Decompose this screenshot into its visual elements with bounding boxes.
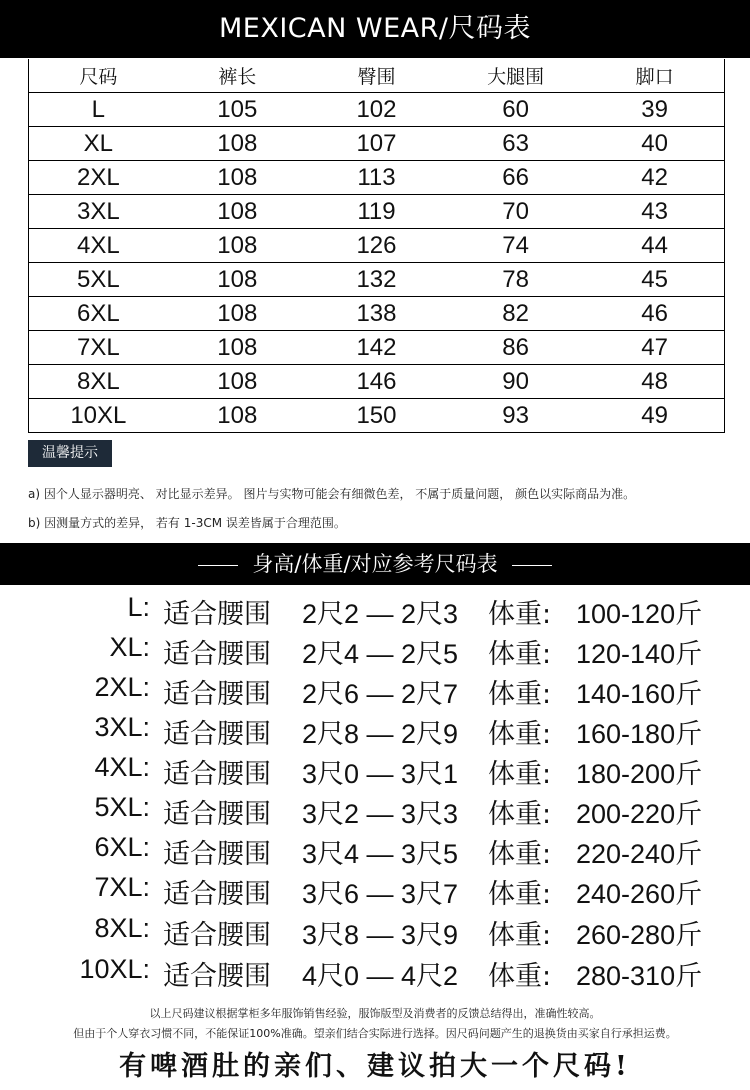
- waist-range: 2尺6 — 2尺7: [302, 679, 459, 709]
- column-header: 裤长: [168, 59, 307, 93]
- reference-row: [0, 752, 750, 792]
- table-cell: 63: [446, 127, 585, 161]
- reference-row: [0, 954, 750, 994]
- page-title: MEXICAN WEAR/尺码表: [218, 13, 531, 44]
- table-cell: 60: [446, 93, 585, 127]
- table-cell: 107: [307, 127, 446, 161]
- column-header: 臀围: [307, 59, 446, 93]
- fit-label: 适合腰围: [163, 759, 271, 790]
- table-cell: 142: [307, 331, 446, 365]
- footer-note-2: 但由于个人穿衣习惯不同，不能保证100%准确。望亲们结合实际进行选择。因尺码问题产生的退换货由买家自行承担运费。: [73, 1027, 677, 1040]
- table-cell: 108: [168, 297, 307, 331]
- table-cell: 2XL: [29, 161, 168, 195]
- table-cell: 3XL: [29, 195, 168, 229]
- weight-range: 220-240斤: [576, 839, 703, 869]
- reference-row: [0, 832, 750, 872]
- waist-range: 2尺2 — 2尺3: [302, 599, 459, 629]
- table-cell: 7XL: [29, 331, 168, 365]
- weight-label: 体重:: [488, 879, 552, 910]
- waist-range: 3尺6 — 3尺7: [302, 879, 459, 909]
- fit-label: 适合腰围: [163, 639, 271, 670]
- table-row: [29, 297, 725, 331]
- weight-label: 体重:: [488, 799, 552, 830]
- reference-row: [0, 632, 750, 672]
- table-cell: 102: [307, 93, 446, 127]
- weight-range: 280-310斤: [576, 961, 703, 991]
- size-label: 4XL:: [94, 752, 150, 782]
- table-cell: 108: [168, 263, 307, 297]
- table-cell: 108: [168, 331, 307, 365]
- table-row: [29, 399, 725, 433]
- weight-label: 体重:: [488, 639, 552, 670]
- table-header-row: [29, 59, 725, 93]
- size-chart-table: [28, 59, 725, 433]
- table-cell: 90: [446, 365, 585, 399]
- size-label: 5XL:: [94, 792, 150, 822]
- table-cell: 42: [585, 161, 724, 195]
- column-header: 尺码: [29, 59, 168, 93]
- table-cell: 108: [168, 161, 307, 195]
- fit-label: 适合腰围: [163, 719, 271, 750]
- note-display-difference: a) 因个人显示器明亮、 对比显示差异。 图片与实物可能会有细微色差， 不属于质量问题， 颜色以实际商品为准。: [28, 487, 636, 501]
- weight-range: 240-260斤: [576, 879, 703, 909]
- table-cell: 43: [585, 195, 724, 229]
- table-cell: 108: [168, 127, 307, 161]
- table-cell: 138: [307, 297, 446, 331]
- page-title-banner: [0, 0, 750, 58]
- fit-label: 适合腰围: [163, 599, 271, 630]
- table-cell: 5XL: [29, 263, 168, 297]
- size-label: 10XL:: [79, 954, 150, 984]
- weight-label: 体重:: [488, 599, 552, 630]
- size-label: 8XL:: [94, 913, 150, 943]
- weight-range: 140-160斤: [576, 679, 703, 709]
- table-cell: 70: [446, 195, 585, 229]
- table-cell: 45: [585, 263, 724, 297]
- reference-row: [0, 672, 750, 712]
- waist-range: 2尺8 — 2尺9: [302, 719, 459, 749]
- column-header: 大腿围: [446, 59, 585, 93]
- table-cell: 86: [446, 331, 585, 365]
- table-row: [29, 127, 725, 161]
- table-cell: 39: [585, 93, 724, 127]
- weight-label: 体重:: [488, 920, 552, 951]
- fit-label: 适合腰围: [163, 679, 271, 710]
- column-header: 脚口: [585, 59, 724, 93]
- reference-title-banner: [0, 543, 750, 585]
- table-cell: XL: [29, 127, 168, 161]
- size-label: 3XL:: [94, 712, 150, 742]
- weight-label: 体重:: [488, 961, 552, 992]
- fit-label: 适合腰围: [163, 879, 271, 910]
- reference-title: 身高/体重/对应参考尺码表: [252, 552, 498, 576]
- note-measurement-tolerance: b) 因测量方式的差异， 若有 1-3CM 误差皆属于合理范围。: [28, 516, 346, 530]
- table-row: [29, 161, 725, 195]
- weight-label: 体重:: [488, 839, 552, 870]
- table-row: [29, 331, 725, 365]
- weight-range: 260-280斤: [576, 920, 703, 950]
- footer-note-1: 以上尺码建议根据掌柜多年服饰销售经验，服饰版型及消费者的反馈总结得出，准确性较高。: [149, 1007, 601, 1020]
- table-cell: 108: [168, 195, 307, 229]
- table-cell: 108: [168, 365, 307, 399]
- size-label: 2XL:: [94, 672, 150, 702]
- table-cell: 105: [168, 93, 307, 127]
- fit-label: 适合腰围: [163, 961, 271, 992]
- reference-row: [0, 792, 750, 832]
- size-label: 6XL:: [94, 832, 150, 862]
- table-row: [29, 93, 725, 127]
- table-cell: 132: [307, 263, 446, 297]
- table-cell: 146: [307, 365, 446, 399]
- size-label: XL:: [109, 632, 150, 662]
- weight-range: 100-120斤: [576, 599, 703, 629]
- reference-row: [0, 872, 750, 912]
- table-cell: 108: [168, 229, 307, 263]
- weight-range: 120-140斤: [576, 639, 703, 669]
- table-row: [29, 263, 725, 297]
- weight-range: 180-200斤: [576, 759, 703, 789]
- reference-row: [0, 712, 750, 752]
- waist-range: 4尺0 — 4尺2: [302, 961, 459, 991]
- table-cell: 44: [585, 229, 724, 263]
- table-cell: 66: [446, 161, 585, 195]
- table-cell: 126: [307, 229, 446, 263]
- waist-range: 2尺4 — 2尺5: [302, 639, 459, 669]
- waist-range: 3尺2 — 3尺3: [302, 799, 459, 829]
- table-cell: 48: [585, 365, 724, 399]
- table-cell: 6XL: [29, 297, 168, 331]
- table-cell: 8XL: [29, 365, 168, 399]
- table-cell: L: [29, 93, 168, 127]
- size-label: L:: [127, 592, 150, 622]
- table-cell: 46: [585, 297, 724, 331]
- table-cell: 78: [446, 263, 585, 297]
- fit-label: 适合腰围: [163, 920, 271, 951]
- table-cell: 4XL: [29, 229, 168, 263]
- waist-range: 3尺0 — 3尺1: [302, 759, 459, 789]
- table-row: [29, 229, 725, 263]
- table-cell: 74: [446, 229, 585, 263]
- table-cell: 10XL: [70, 401, 127, 429]
- table-cell: 82: [446, 297, 585, 331]
- waist-range: 3尺4 — 3尺5: [302, 839, 459, 869]
- table-cell: 119: [307, 195, 446, 229]
- weight-range: 200-220斤: [576, 799, 703, 829]
- table-cell: 108: [217, 401, 258, 429]
- table-cell: 47: [585, 331, 724, 365]
- weight-range: 160-180斤: [576, 719, 703, 749]
- table-cell: 113: [307, 161, 446, 195]
- weight-label: 体重:: [488, 679, 552, 710]
- table-cell: 93: [502, 401, 529, 429]
- weight-label: 体重:: [488, 719, 552, 750]
- slogan: 有啤酒肚的亲们、建议拍大一个尺码!: [119, 1051, 631, 1082]
- fit-label: 适合腰围: [163, 839, 271, 870]
- fit-label: 适合腰围: [163, 799, 271, 830]
- reference-row: [0, 913, 750, 953]
- tips-badge: 温馨提示: [28, 440, 112, 467]
- table-row: [29, 195, 725, 229]
- table-cell: 40: [585, 127, 724, 161]
- table-cell: 150: [356, 401, 397, 429]
- waist-range: 3尺8 — 3尺9: [302, 920, 459, 950]
- size-label: 7XL:: [94, 872, 150, 902]
- title-dash-left: [198, 565, 238, 566]
- title-dash-right: [512, 565, 552, 566]
- table-row: [29, 365, 725, 399]
- reference-row: [0, 592, 750, 632]
- table-cell: 49: [641, 401, 668, 429]
- weight-label: 体重:: [488, 759, 552, 790]
